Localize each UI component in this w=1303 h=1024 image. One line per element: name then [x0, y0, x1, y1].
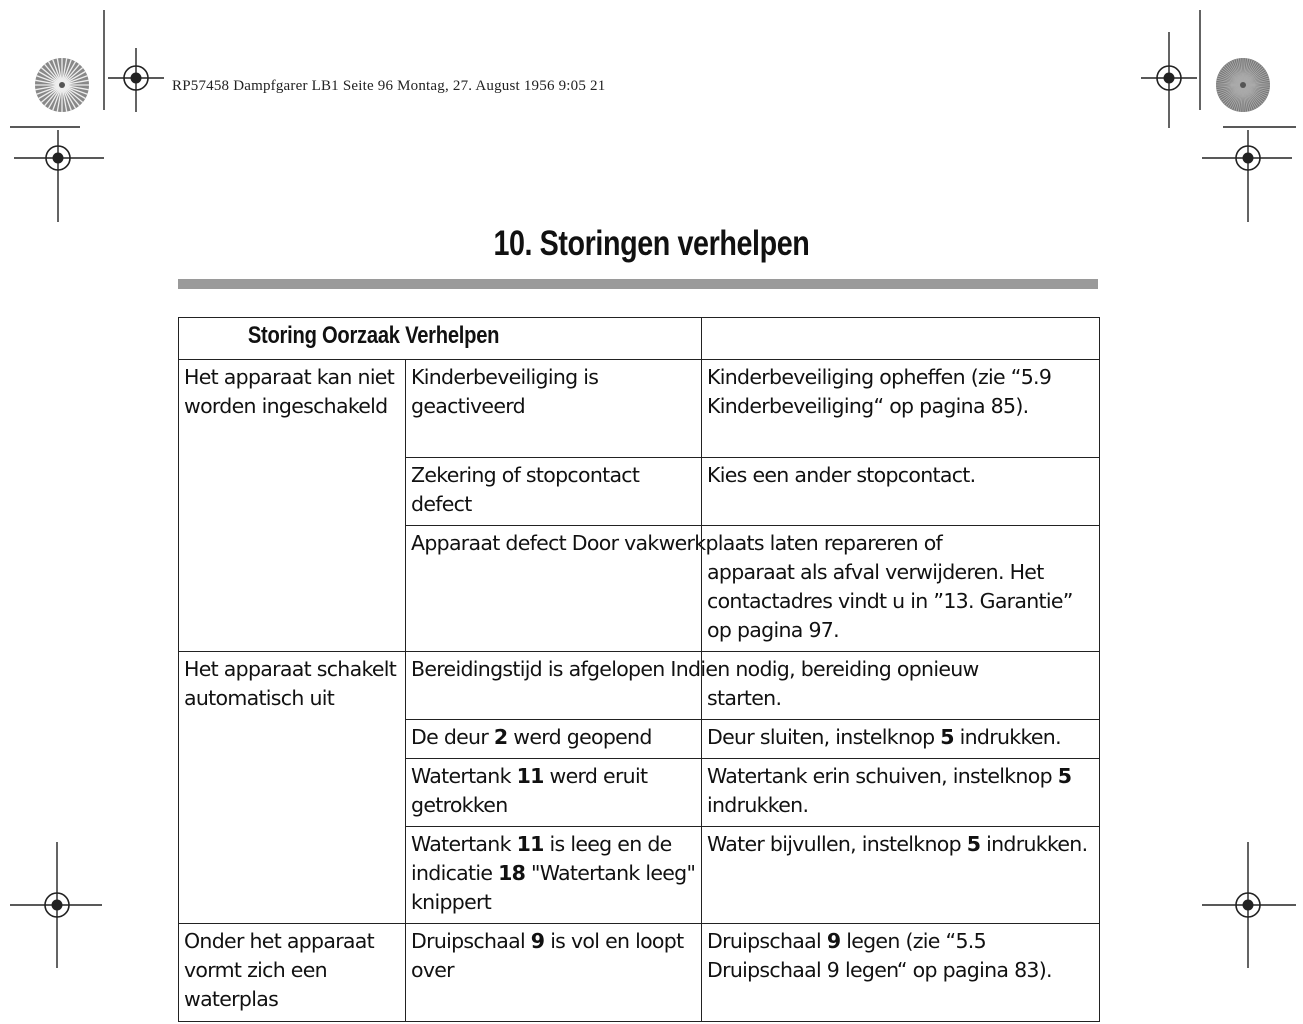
cell-text: Kinderbeveiliging opheffen (zie “5.9 Kinderbeveiliging“ op pagina 85). [707, 365, 1052, 418]
registration-mark-icon [1200, 842, 1298, 968]
cell-text: Apparaat defect Door vakwerkplaats laten repareren of [411, 531, 943, 555]
table-header: Storing Oorzaak Verhelpen [247, 322, 500, 349]
registration-mark-icon [1200, 130, 1292, 222]
cell-text: indrukken. [707, 793, 809, 817]
part-number: 18 [498, 861, 526, 885]
part-number: 5 [1057, 764, 1072, 788]
verhelpen-cell [702, 924, 1100, 1022]
print-slug: RP57458 Dampfgarer LB1 Seite 96 Montag, 27. August 1956 9:05 21 [172, 78, 606, 94]
cell-text: Zekering of stopcontact defect [411, 463, 640, 516]
table-row [179, 360, 1100, 458]
oorzaak-cell [406, 827, 702, 924]
verhelpen-cell [702, 458, 1100, 526]
oorzaak-cell [406, 360, 702, 458]
verhelpen-cell [702, 360, 1100, 458]
storing-cell: Het apparaat schakelt automatisch uit [179, 652, 406, 924]
part-number: 5 [940, 725, 954, 749]
cell-text: Kinderbeveiliging is geactiveerd [411, 365, 599, 418]
cell-text: legen (zie “5.5 Druipschaal 9 legen“ op pagina 83). [707, 929, 1052, 982]
cell-text: Watertank erin schuiven, instelknop [707, 764, 1058, 788]
table-row [179, 924, 1100, 1022]
cell-text: indrukken. [980, 832, 1088, 856]
cell-text: "Watertank leeg" knippert [411, 861, 696, 914]
verhelpen-cell [702, 720, 1100, 759]
part-number: 2 [493, 725, 508, 749]
cell-text: indrukken. [953, 725, 1061, 749]
cell-text: is leeg en de indicatie [411, 832, 672, 885]
cell-text: Watertank [411, 764, 517, 788]
storing-cell: Onder het apparaat vormt zich een waterplas [179, 924, 406, 1022]
oorzaak-cell [406, 458, 702, 526]
cell-text: Watertank [411, 832, 517, 856]
oorzaak-cell [406, 924, 702, 1022]
table-header-cell [179, 318, 702, 360]
table-row [179, 652, 1100, 720]
registration-mark-icon [108, 48, 164, 112]
cell-text: is vol en loopt over [411, 929, 684, 982]
verhelpen-cell [702, 827, 1100, 924]
cell-text: werd geopend [507, 725, 652, 749]
part-number: 9 [826, 929, 841, 953]
cell-text: Druipschaal [411, 929, 531, 953]
cell-text: starten. [707, 686, 782, 710]
cell-text: Bereidingstijd is afgelopen Indien nodig, bereiding opnieuw [411, 657, 979, 681]
verhelpen-cell [702, 759, 1100, 827]
cell-text: Kies een ander stopcontact. [707, 463, 976, 487]
table-header-empty-cell [702, 318, 1100, 360]
oorzaak-cell [406, 759, 702, 827]
cell-text: Deur sluiten, instelknop [707, 725, 941, 749]
page-title: 10. Storingen verhelpen [493, 224, 810, 263]
registration-mark-icon [10, 842, 102, 968]
part-number: 11 [516, 832, 544, 856]
storing-cell: Het apparaat kan niet worden ingeschakeld [179, 360, 406, 652]
cell-text: apparaat als afval verwijderen. Het contactadres vindt u in ”13. Garantie” op pagina 97. [707, 560, 1073, 642]
cell-text: Water bijvullen, instelknop [707, 832, 967, 856]
cell-text: De deur [411, 725, 494, 749]
cell-text: Druipschaal [707, 929, 827, 953]
title-rule [178, 279, 1098, 289]
oorzaak-cell [406, 720, 702, 759]
cell-text: werd eruit getrokken [411, 764, 648, 817]
registration-mark-icon [14, 130, 104, 222]
table-header-row [179, 318, 1100, 360]
troubleshooting-table [178, 317, 1100, 1022]
part-number: 5 [966, 832, 981, 856]
part-number: 11 [516, 764, 544, 788]
registration-mark-icon [1141, 32, 1197, 128]
part-number: 9 [530, 929, 545, 953]
